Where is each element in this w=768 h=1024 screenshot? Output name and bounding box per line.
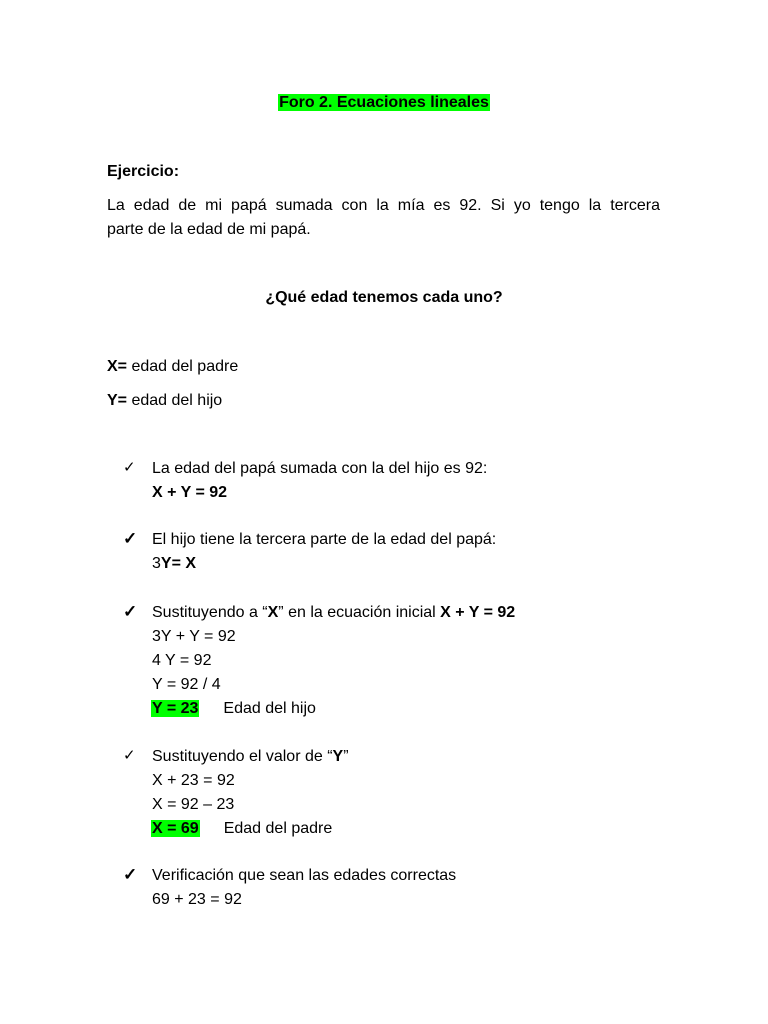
step-3-text-eq: X + Y = 92 bbox=[440, 604, 516, 621]
step-4-result bbox=[151, 819, 332, 839]
step-4-line-2: X = 92 – 23 bbox=[152, 796, 235, 813]
step-4-text bbox=[152, 747, 349, 767]
definition-x-var: X= bbox=[107, 358, 128, 375]
checkmark-icon: ✓ bbox=[123, 747, 136, 764]
step-5-text: Verificación que sean las edades correctas bbox=[152, 867, 457, 884]
step-3-line-2: 4 Y = 92 bbox=[152, 652, 212, 669]
step-4-result-value: X = 69 bbox=[152, 820, 199, 837]
step-4-text-var: Y bbox=[332, 748, 344, 765]
step-4-result-label: Edad del padre bbox=[223, 820, 333, 837]
definition-y-var: Y= bbox=[107, 392, 128, 409]
question-heading: ¿Qué edad tenemos cada uno? bbox=[265, 289, 503, 306]
step-2-equation-rest: Y= X bbox=[160, 555, 197, 572]
step-3-line-1: 3Y + Y = 92 bbox=[152, 628, 236, 645]
document-title-wrap bbox=[0, 93, 768, 113]
document-title: Foro 2. Ecuaciones lineales bbox=[279, 94, 489, 111]
step-3-text bbox=[152, 603, 515, 623]
step-2-equation-coef: 3 bbox=[152, 555, 161, 572]
step-3-text-a: Sustituyendo a “ bbox=[152, 604, 268, 621]
step-5-line-1: 69 + 23 = 92 bbox=[152, 891, 242, 908]
exercise-heading: Ejercicio: bbox=[107, 163, 180, 180]
definition-x-text: edad del padre bbox=[127, 358, 239, 375]
definition-y bbox=[107, 391, 222, 411]
problem-line-2: parte de la edad de mi papá. bbox=[107, 221, 311, 238]
step-3-line-3: Y = 92 / 4 bbox=[152, 676, 221, 693]
step-2-equation bbox=[152, 554, 196, 574]
definition-y-text: edad del hijo bbox=[127, 392, 223, 409]
problem-line-1: La edad de mi papá sumada con la mía es 92. Si yo tengo la tercera bbox=[107, 197, 660, 214]
step-1-text: La edad del papá sumada con la del hijo es 92: bbox=[152, 460, 488, 477]
step-3-result-label: Edad del hijo bbox=[223, 700, 316, 717]
checkmark-icon: ✓ bbox=[123, 459, 136, 476]
step-1-equation: X + Y = 92 bbox=[152, 484, 228, 501]
problem-line-1-wrap bbox=[107, 196, 660, 216]
step-3-text-var: X bbox=[267, 604, 279, 621]
step-3-result-value: Y = 23 bbox=[152, 700, 199, 717]
step-4-text-c: ” bbox=[343, 748, 349, 765]
checkmark-icon: ✓ bbox=[123, 529, 138, 548]
step-3-result bbox=[151, 699, 316, 719]
checkmark-icon: ✓ bbox=[123, 865, 138, 884]
step-2-text: El hijo tiene la tercera parte de la edad del papá: bbox=[152, 531, 497, 548]
step-3-text-c: ” en la ecuación inicial bbox=[278, 604, 441, 621]
definition-x bbox=[107, 357, 238, 377]
checkmark-icon: ✓ bbox=[123, 602, 138, 621]
step-4-text-a: Sustituyendo el valor de “ bbox=[152, 748, 333, 765]
step-4-line-1: X + 23 = 92 bbox=[152, 772, 235, 789]
